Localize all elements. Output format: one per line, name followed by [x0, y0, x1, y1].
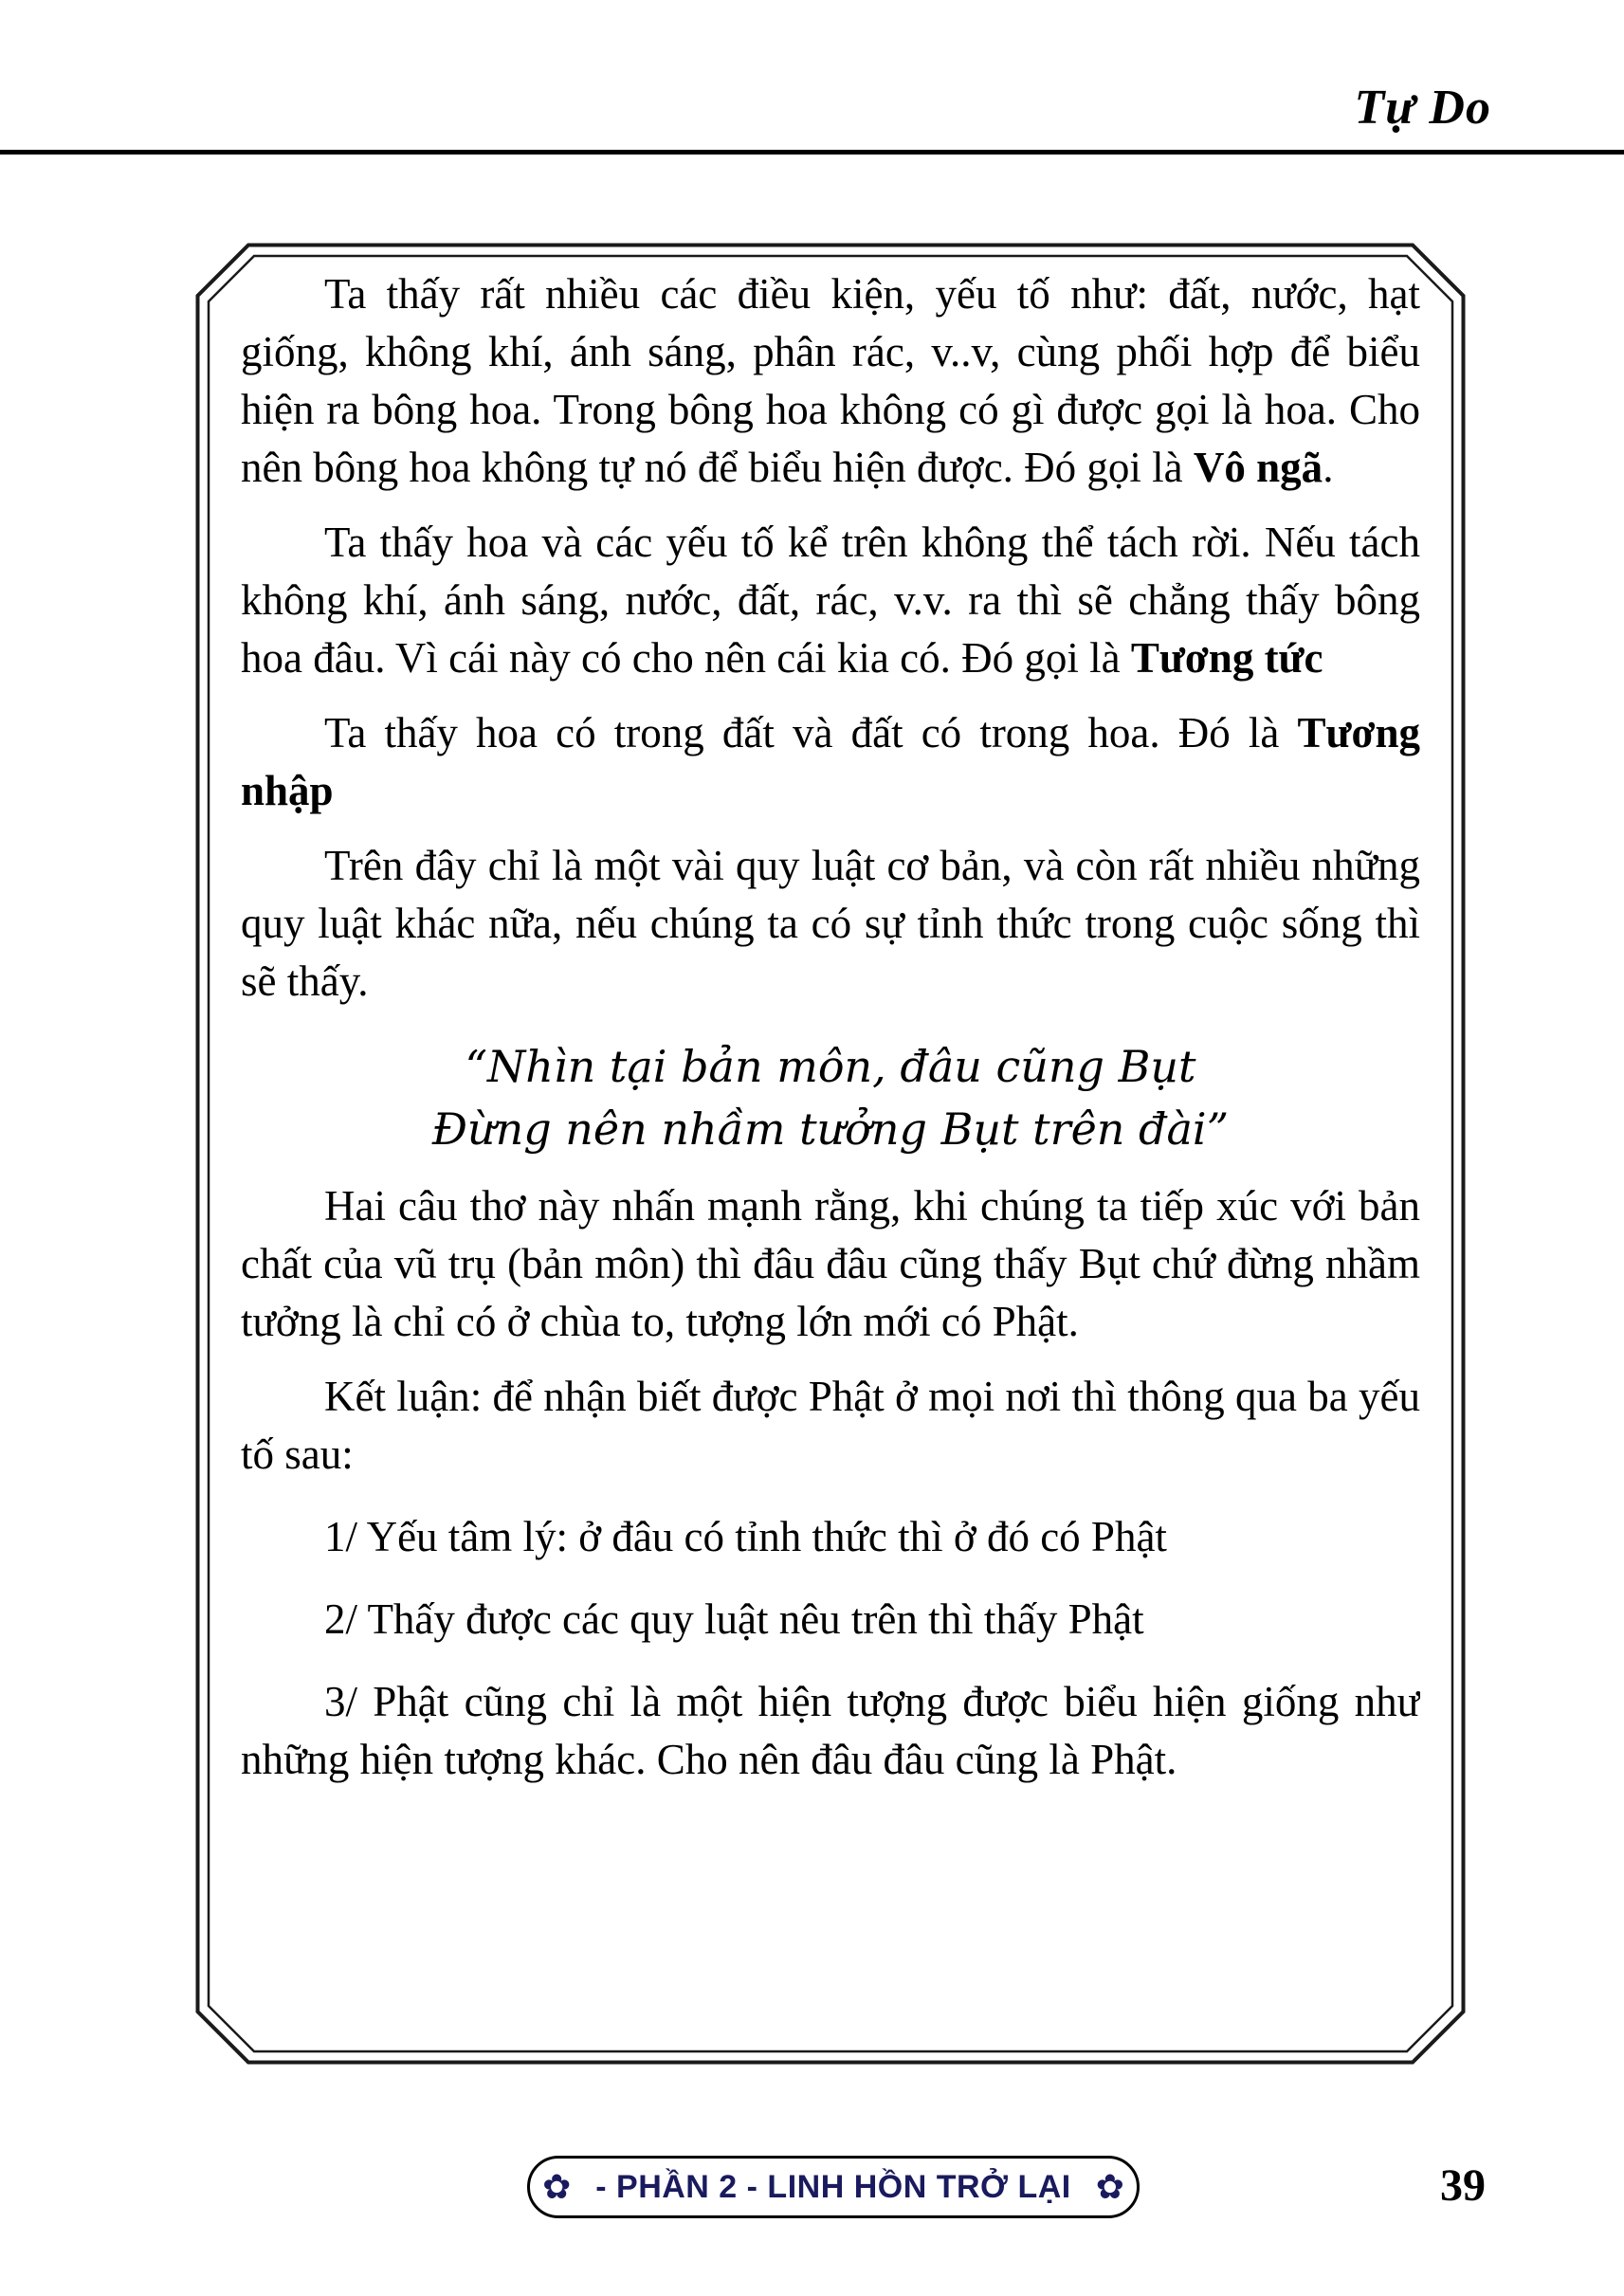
flower-icon: ✿ — [1095, 2168, 1124, 2206]
header-divider — [0, 150, 1624, 155]
text-run: Kết luận: để nhận biết được Phật ở mọi nơi thì thông qua ba yếu tố sau: — [241, 1373, 1420, 1478]
list-item — [241, 1508, 1420, 1566]
chapter-title: Tự Do — [1354, 81, 1491, 135]
list-item — [241, 1591, 1420, 1649]
text-run: 3/ Phật cũng chỉ là một hiện tượng được biểu hiện giống như những hiện tượng khác. Cho nên đâu đâu cũng là Phật. — [241, 1678, 1420, 1783]
page-number: 39 — [1440, 2160, 1486, 2211]
text-run: Trên đây chỉ là một vài quy luật cơ bản, và còn rất nhiều những quy luật khác nữa, nếu chúng ta có sự tỉnh thức trong cuộc sống thì sẽ thấy. — [241, 842, 1420, 1005]
verse-quote — [241, 1035, 1420, 1160]
text-run: Ta thấy hoa có trong đất và đất có trong hoa. Đó là — [324, 709, 1298, 756]
flower-icon: ✿ — [542, 2168, 572, 2206]
list-item — [241, 1673, 1420, 1789]
verse-line: “Nhìn tại bản môn, đâu cũng Bụt — [465, 1041, 1196, 1092]
content-frame — [195, 243, 1466, 2065]
paragraph — [241, 1368, 1420, 1484]
text-run: Ta thấy hoa và các yếu tố kể trên không thể tách rời. Nếu tách không khí, ánh sáng, nước, đất, rác, v.v. ra thì sẽ chẳng thấy bông hoa đâu. Vì cái này có cho nên cái kia có. Đó gọi là — [241, 519, 1420, 682]
text-run: Ta thấy rất nhiều các điều kiện, yếu tố như: đất, nước, hạt giống, không khí, ánh sáng, phân rác, v..v, cùng phối hợp để biểu hiện ra bông hoa. Trong bông hoa không có gì được gọi là hoa. Cho nên bông hoa không tự nó để biểu hiện được. Đó gọi là — [241, 270, 1420, 491]
emphasized-term: Vô ngã — [1193, 444, 1323, 491]
paragraph — [241, 1177, 1420, 1351]
emphasized-term: Tương tức — [1130, 634, 1323, 682]
text-run: 2/ Thấy được các quy luật nêu trên thì thấy Phật — [324, 1595, 1144, 1643]
verse-line: Đừng nên nhầm tưởng Bụt trên đài” — [431, 1103, 1230, 1155]
paragraph — [241, 837, 1420, 1011]
page-content — [241, 260, 1420, 2050]
paragraph — [241, 514, 1420, 687]
text-run: . — [1323, 444, 1334, 491]
paragraph — [241, 704, 1420, 820]
section-label: - PHẦN 2 - LINH HỒN TRỞ LẠI — [595, 2168, 1071, 2205]
emphasized-term: Tương nhập — [241, 709, 1420, 814]
text-run: 1/ Yếu tâm lý: ở đâu có tỉnh thức thì ở đó có Phật — [324, 1513, 1167, 1560]
section-banner — [527, 2156, 1140, 2218]
text-run: Hai câu thơ này nhấn mạnh rằng, khi chúng ta tiếp xúc với bản chất của vũ trụ (bản môn) thì đâu đâu cũng thấy Bụt chứ đừng nhầm tưởng là chỉ có ở chùa to, tượng lớn mới có Phật. — [241, 1182, 1420, 1345]
paragraph — [241, 265, 1420, 497]
